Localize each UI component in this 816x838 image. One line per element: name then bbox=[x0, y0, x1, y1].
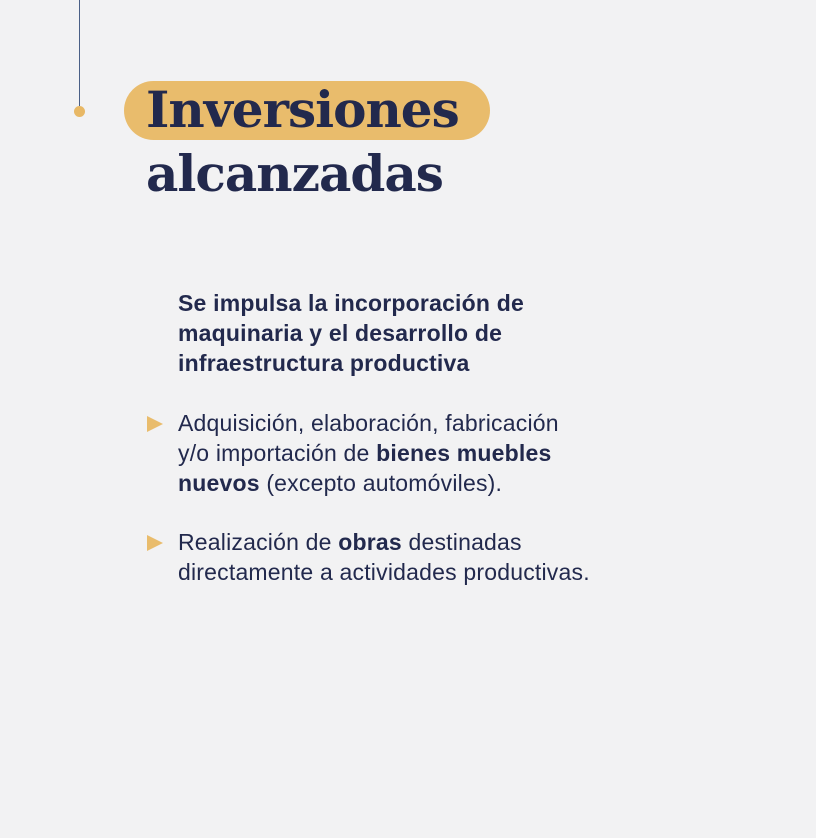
page-title bbox=[146, 78, 459, 206]
bullet-2-line-1-pre: Realización de bbox=[178, 529, 339, 555]
bullet-2-line-1 bbox=[178, 527, 698, 557]
lead-line-1: Se impulsa la incorporación de bbox=[178, 290, 524, 316]
timeline-line bbox=[79, 0, 80, 106]
lead-line-2: maquinaria y el desarrollo de bbox=[178, 320, 503, 346]
bullet-2-bold-obras: obras bbox=[338, 529, 402, 555]
bullet-item-bienes bbox=[178, 408, 698, 498]
bullet-1-bold-bienes: bienes muebles bbox=[376, 440, 552, 466]
bullet-2-line-2: directamente a actividades productivas. bbox=[178, 559, 590, 585]
bullet-list bbox=[178, 408, 698, 587]
bullet-1-line-1: Adquisición, elaboración, fabricación bbox=[178, 410, 559, 436]
bullet-1-line-2 bbox=[178, 438, 698, 468]
content-block bbox=[178, 288, 698, 616]
title-line-2: alcanzadas bbox=[146, 144, 443, 203]
bullet-1-bold-nuevos: nuevos bbox=[178, 470, 260, 496]
bullet-item-obras bbox=[178, 527, 698, 587]
bullet-2-line-1-post: destinadas bbox=[401, 529, 522, 555]
triangle-arrow-icon bbox=[147, 535, 163, 551]
title-line-1: Inversiones bbox=[146, 80, 459, 139]
lead-text bbox=[178, 288, 698, 378]
bullet-1-line-3-text: (excepto automóviles). bbox=[259, 470, 503, 496]
bullet-1-line-2-text: y/o importación de bbox=[178, 440, 377, 466]
bullet-1-line-3 bbox=[178, 468, 698, 498]
lead-line-3: infraestructura productiva bbox=[178, 350, 470, 376]
triangle-arrow-icon bbox=[147, 416, 163, 432]
timeline-dot bbox=[74, 106, 85, 117]
